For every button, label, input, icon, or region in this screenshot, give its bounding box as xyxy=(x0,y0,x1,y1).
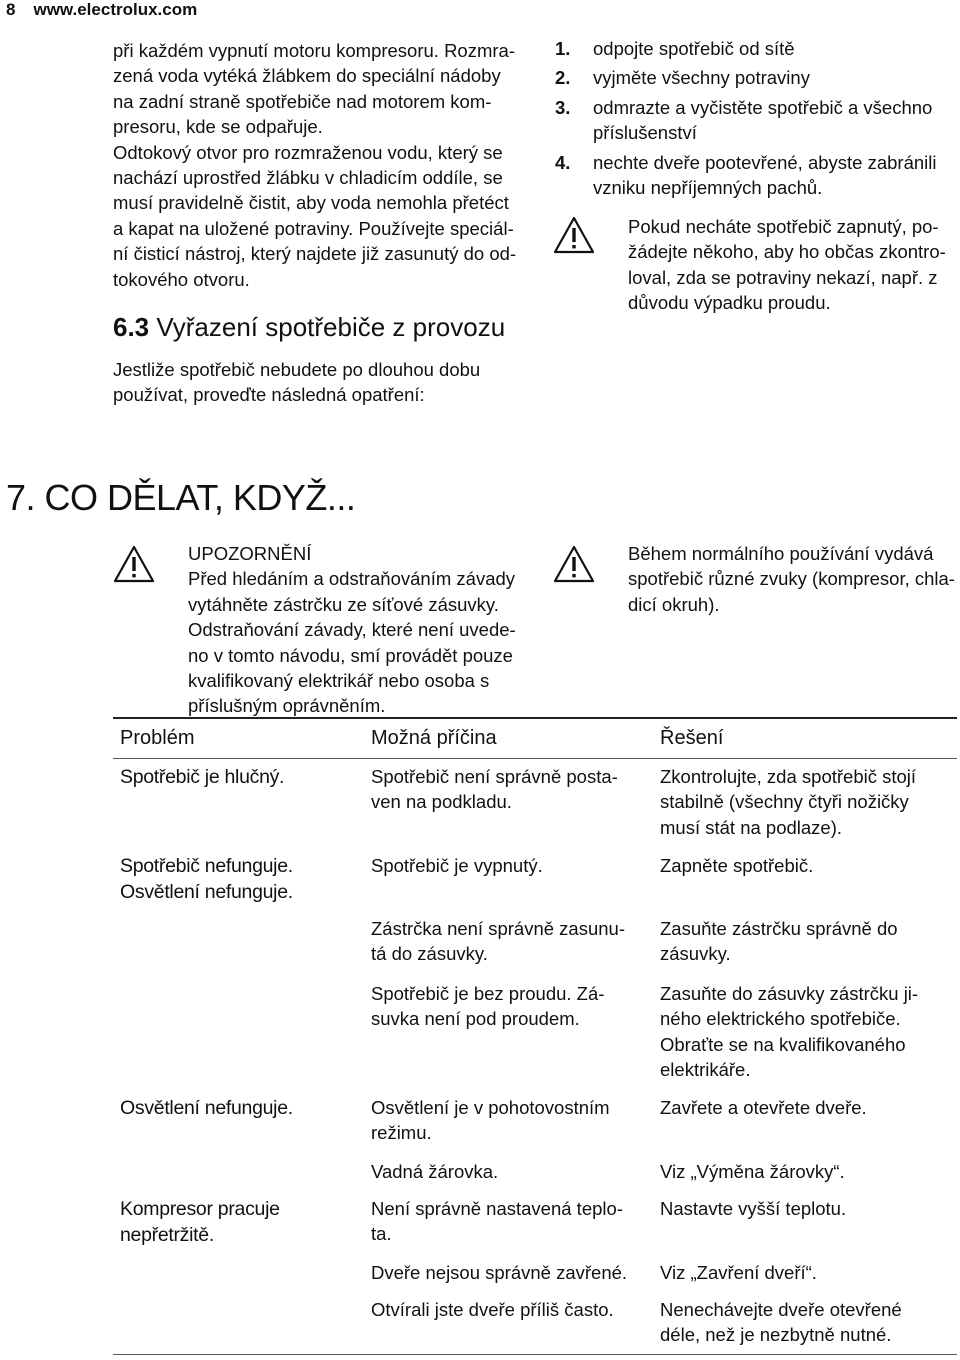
cause-cell xyxy=(371,1159,498,1184)
table-top-rule xyxy=(113,717,957,719)
solution-cell xyxy=(660,1297,902,1348)
text-line: Během normálního používání vydává xyxy=(628,543,934,564)
text-line: stabilně (všechny čtyři nožičky xyxy=(660,791,909,813)
warning-triangle-icon xyxy=(113,545,155,588)
text-line: Zasuňte do zásuvky zástrčku ji- xyxy=(660,983,919,1004)
page-header xyxy=(6,0,197,20)
problem-cell xyxy=(120,764,284,790)
text-line: režimu. xyxy=(371,1122,432,1144)
problem-cell xyxy=(120,1095,293,1121)
text-line: dicí okruh). xyxy=(628,593,720,615)
text-line: ven na podkladu. xyxy=(371,791,512,813)
warning-noise-box xyxy=(628,541,958,617)
text-line: Osvětlení nefunguje. xyxy=(120,881,293,903)
text-line: při každém vypnutí motoru kompresoru. Rozmra- xyxy=(113,40,515,61)
text-line: Zkontrolujte, zda spotřebič stojí xyxy=(660,766,917,787)
solution-cell xyxy=(660,1095,867,1120)
text-line: Spotřebič nefunguje. xyxy=(120,855,293,877)
text-line: Viz „Zavření dveří“. xyxy=(660,1262,817,1283)
cause-cell xyxy=(371,853,543,878)
text-line: příslušným oprávněním. xyxy=(188,695,386,717)
text-line: Jestliže spotřebič nebudete po dlouhou dobu xyxy=(113,359,481,380)
solution-cell xyxy=(660,764,916,840)
text-line: Viz „Výměna žárovky“. xyxy=(660,1161,845,1182)
solution-cell xyxy=(660,1196,846,1221)
defrost-paragraph xyxy=(113,38,517,292)
list-item xyxy=(555,95,955,146)
text-line: Kompresor pracuje xyxy=(120,1198,280,1220)
site-url: www.electrolux.com xyxy=(33,0,198,19)
section-title: Vyřazení spotřebiče z provozu xyxy=(156,312,506,342)
solution-cell xyxy=(660,1260,817,1285)
text-line: ní čisticí nástroj, který najdete již zasunutý do od- xyxy=(113,243,517,265)
column-header-solution: Řešení xyxy=(660,727,724,749)
warning-title: UPOZORNĚNÍ xyxy=(188,543,312,564)
text-line: nachází uprostřed žlábku v chladicím oddíle, se xyxy=(113,167,503,189)
text-line: Nenechávejte dveře otevřené xyxy=(660,1299,902,1320)
problem-cell xyxy=(120,853,293,905)
text-line: vyjměte všechny potraviny xyxy=(593,67,810,89)
text-line: odmrazte a vyčistěte spotřebič a všechno xyxy=(593,96,933,118)
cause-cell xyxy=(371,1260,627,1285)
cause-cell xyxy=(371,764,618,815)
text-line: Otvírali jste dveře příliš často. xyxy=(371,1299,614,1320)
cause-cell xyxy=(371,1297,614,1322)
page-number: 8 xyxy=(6,0,16,19)
section-heading-7: 7. CO DĚLAT, KDYŽ... xyxy=(6,477,356,518)
warning-triangle-icon xyxy=(553,216,595,259)
solution-cell xyxy=(660,853,813,878)
text-line: Dveře nejsou správně zavřené. xyxy=(371,1262,628,1283)
text-line: suvka není pod proudem. xyxy=(371,1008,580,1030)
text-line: Osvětlení je v pohotovostním xyxy=(371,1097,610,1118)
text-line: ného elektrického spotřebiče. xyxy=(660,1008,901,1030)
text-line: Před hledáním a odstraňováním závady xyxy=(188,568,516,590)
text-line: nechte dveře pootevřené, abyste zabránili xyxy=(593,151,937,173)
text-line: spotřebič různé zvuky (kompresor, chla- xyxy=(628,568,955,590)
text-line: Osvětlení nefunguje. xyxy=(120,1097,293,1119)
text-line: Odstraňování závady, které není uvede- xyxy=(188,619,516,641)
text-line: nepřetržitě. xyxy=(120,1224,214,1246)
text-line: Zástrčka není správně zasunu- xyxy=(371,918,625,939)
text-line: Zasuňte zástrčku správně do xyxy=(660,918,898,939)
step-number: 4. xyxy=(555,151,571,173)
cause-cell xyxy=(371,981,604,1032)
section-heading-6-3 xyxy=(113,312,505,342)
text-line: důvodu výpadku proudu. xyxy=(628,292,831,314)
text-line: žádejte někoho, aby ho občas zkontro- xyxy=(628,241,946,263)
text-line: Spotřebič je hlučný. xyxy=(120,766,285,788)
text-line: zásuvky. xyxy=(660,943,731,965)
cause-cell xyxy=(371,1095,610,1146)
table-bottom-rule xyxy=(113,1354,957,1355)
text-line: a kapat na uložené potraviny. Používejte speciál- xyxy=(113,217,514,239)
warning-triangle-icon xyxy=(553,545,595,588)
text-line: musí pravidelně čistit, aby voda nemohla přetéct xyxy=(113,192,509,214)
text-line: Nastavte vyšší teplotu. xyxy=(660,1198,847,1219)
text-line: ta. xyxy=(371,1223,392,1245)
step-number: 1. xyxy=(555,38,571,59)
step-number: 3. xyxy=(555,96,571,118)
warning-caution-box xyxy=(188,541,528,719)
text-line: Obraťte se na kvalifikovaného xyxy=(660,1033,906,1055)
cause-cell xyxy=(371,1196,623,1247)
list-item xyxy=(555,65,955,90)
text-line: vytáhněte zástrčku ze síťové zásuvky. xyxy=(188,593,499,615)
text-line: loval, zda se potraviny nekazí, např. z xyxy=(628,266,938,288)
text-line: Spotřebič není správně posta- xyxy=(371,766,618,787)
cause-cell xyxy=(371,916,625,967)
text-line: Vadná žárovka. xyxy=(371,1161,499,1182)
text-line: Odtokový otvor pro rozmraženou vodu, který se xyxy=(113,141,503,163)
text-line: déle, než je nezbytně nutné. xyxy=(660,1324,892,1346)
solution-cell xyxy=(660,1159,845,1184)
text-line: Není správně nastavená teplo- xyxy=(371,1198,623,1219)
text-line: Zapněte spotřebič. xyxy=(660,855,814,876)
text-line: odpojte spotřebič od sítě xyxy=(593,38,795,59)
text-line: na zadní straně spotřebiče nad motorem kom- xyxy=(113,90,492,112)
step-number: 2. xyxy=(555,67,571,89)
text-line: kvalifikovaný elektrikář nebo osoba s xyxy=(188,670,490,692)
text-line: elektrikáře. xyxy=(660,1059,751,1081)
text-line: no v tomto návodu, smí provádět pouze xyxy=(188,644,513,666)
solution-cell xyxy=(660,916,898,967)
text-line: používat, proveďte následná opatření: xyxy=(113,384,425,406)
text-line: tá do zásuvky. xyxy=(371,943,488,965)
text-line: Spotřebič je bez proudu. Zá- xyxy=(371,983,605,1004)
warning-text-top xyxy=(628,214,958,316)
text-line: zená voda vytéká žlábkem do speciální nádoby xyxy=(113,65,501,87)
section-number: 6.3 xyxy=(113,312,150,342)
solution-cell xyxy=(660,981,918,1083)
list-item xyxy=(555,36,955,61)
text-line: Pokud necháte spotřebič zapnutý, po- xyxy=(628,216,939,237)
column-header-problem: Problém xyxy=(120,727,195,749)
text-line: vzniku nepříjemných pachů. xyxy=(593,177,823,199)
table-header-rule xyxy=(113,758,957,759)
text-line: presoru, kde se odpařuje. xyxy=(113,116,323,138)
text-line: tokového otvoru. xyxy=(113,268,250,290)
section-6-3-intro xyxy=(113,357,513,408)
list-item xyxy=(555,150,955,201)
text-line: musí stát na podlaze). xyxy=(660,816,843,838)
text-line: Zavřete a otevřete dveře. xyxy=(660,1097,867,1118)
problem-cell xyxy=(120,1196,280,1248)
text-line: Spotřebič je vypnutý. xyxy=(371,855,543,876)
steps-list xyxy=(555,36,955,200)
column-header-cause: Možná příčina xyxy=(371,727,497,749)
text-line: příslušenství xyxy=(593,122,697,144)
